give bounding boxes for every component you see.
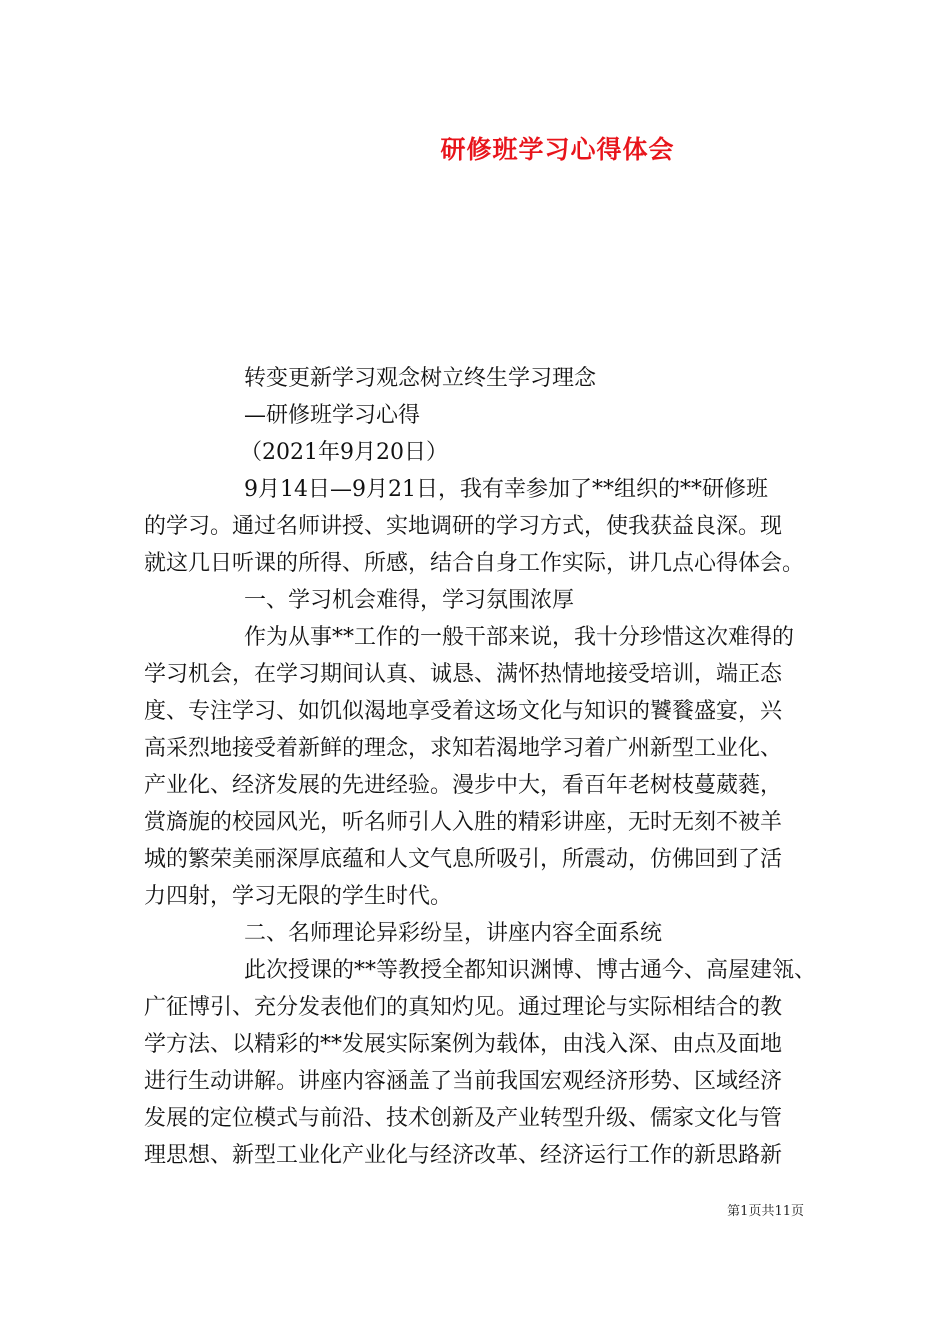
document-body [144, 360, 816, 1174]
body-line: 学方法、以精彩的**发展实际案例为载体，由浅入深、由点及面地 [144, 1032, 783, 1057]
body-line: 二、名师理论异彩纷呈，讲座内容全面系统 [244, 921, 663, 946]
body-line: 此次授课的**等教授全都知识渊博、博古通今、高屋建瓴、 [244, 958, 817, 983]
body-line: 高采烈地接受着新鲜的理念，求知若渴地学习着广州新型工业化、 [144, 736, 783, 761]
body-line: 产业化、经济发展的先进经验。漫步中大，看百年老树枝蔓葳蕤， [144, 773, 783, 798]
page-number: 第1页共11页 [727, 1204, 804, 1219]
body-line: 度、专注学习、如饥似渴地享受着这场文化与知识的饕餮盛宴，兴 [144, 699, 783, 724]
body-lines [144, 471, 816, 1174]
body-line: 就这几日听课的所得、所感，结合自身工作实际，讲几点心得体会。 [144, 551, 805, 576]
article-subheading: —研修班学习心得 [244, 403, 421, 428]
body-line: 力四射，学习无限的学生时代。 [144, 884, 453, 909]
body-line: 发展的定位模式与前沿、技术创新及产业转型升级、儒家文化与管 [144, 1106, 783, 1131]
body-line: 赏旖旎的校园风光，听名师引人入胜的精彩讲座，无时无刻不被羊 [144, 810, 783, 835]
body-line: 进行生动讲解。讲座内容涵盖了当前我国宏观经济形势、区域经济 [144, 1069, 783, 1094]
body-line: 一、学习机会难得，学习氛围浓厚 [244, 588, 575, 613]
body-line: 的学习。通过名师讲授、实地调研的学习方式，使我获益良深。现 [144, 514, 783, 539]
article-date: （2021年9月20日） [240, 440, 448, 465]
body-line: 城的繁荣美丽深厚底蕴和人文气息所吸引，所震动，仿佛回到了活 [144, 847, 783, 872]
body-line: 9月14日—9月21日，我有幸参加了**组织的**研修班 [244, 477, 768, 502]
body-line: 理思想、新型工业化产业化与经济改革、经济运行工作的新思路新 [144, 1143, 783, 1168]
body-line: 广征博引、充分发表他们的真知灼见。通过理论与实际相结合的教 [144, 995, 783, 1020]
body-line: 学习机会，在学习期间认真、诚恳、满怀热情地接受培训，端正态 [144, 662, 783, 687]
page-title: 研修班学习心得体会 [440, 135, 675, 164]
article-heading: 转变更新学习观念树立终生学习理念 [244, 366, 597, 391]
body-line: 作为从事**工作的一般干部来说，我十分珍惜这次难得的 [244, 625, 795, 650]
